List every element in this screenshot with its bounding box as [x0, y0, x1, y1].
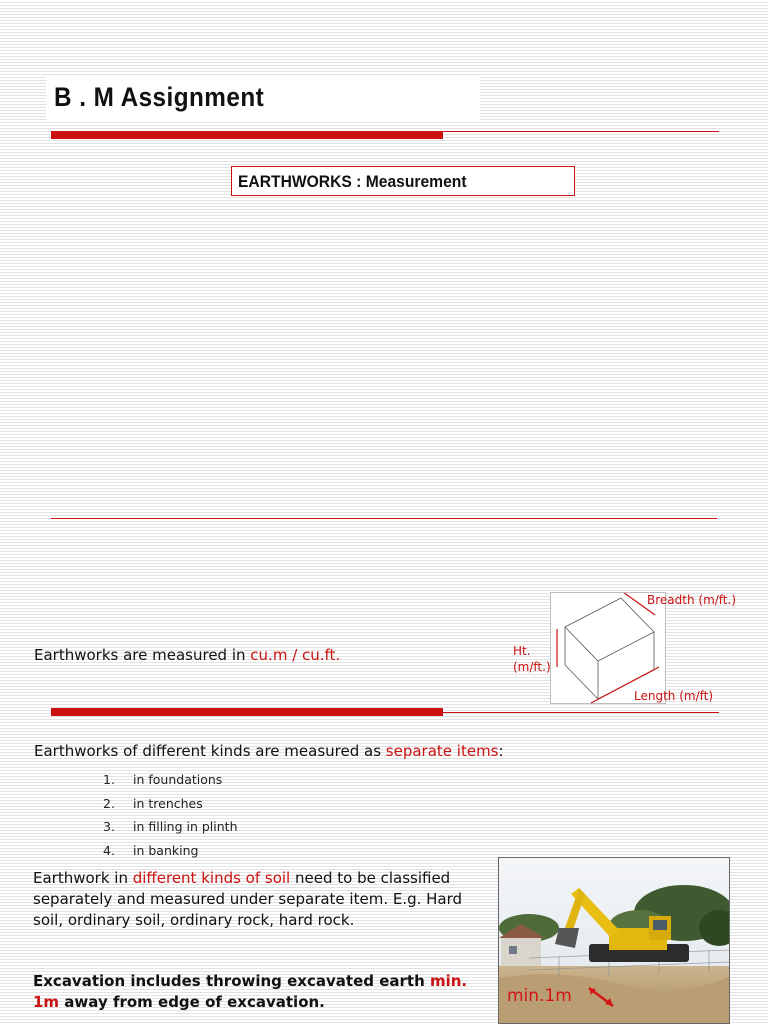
list-item-number: 3.	[103, 819, 115, 834]
measurement-unit-highlight: cu.m / cu.ft.	[250, 646, 341, 664]
soil-suffix: need to be classified separately and measured under separate item. E.g. Hard soil, ordinary soil, ordinary rock, hard rock.	[33, 869, 463, 929]
slide-separator	[51, 518, 717, 519]
section-divider-rule	[443, 712, 719, 713]
list-item-text: in foundations	[133, 772, 223, 787]
breadth-label: Breadth (m/ft.)	[647, 593, 737, 607]
excavation-text	[33, 971, 483, 1013]
height-label-line1: Ht.	[513, 644, 531, 658]
slide-subtitle: EARTHWORKS : Measurement	[238, 172, 467, 191]
excavation-prefix: Excavation includes throwing excavated earth	[33, 972, 430, 990]
separate-items-suffix: :	[498, 742, 504, 760]
slide-title: B . M Assignment	[54, 82, 265, 112]
list-item	[103, 819, 403, 843]
list-item-number: 1.	[103, 772, 115, 787]
soil-highlight: different kinds of soil	[132, 869, 291, 887]
soil-classification-text	[33, 868, 478, 931]
excavation-suffix: away from edge of excavation.	[59, 993, 325, 1011]
separate-items-prefix: Earthworks of different kinds are measured as	[34, 742, 386, 760]
length-label: Length (m/ft)	[634, 689, 714, 703]
photo-distance-label: min.1m	[507, 986, 572, 1006]
list-item-number: 2.	[103, 795, 115, 811]
excavator-photo	[498, 857, 730, 1024]
list-item-text: in trenches	[133, 795, 203, 811]
list-item	[103, 843, 403, 867]
excavation-highlight: min. 1m	[33, 972, 468, 1011]
soil-prefix: Earthwork in	[33, 869, 133, 887]
measurement-unit-prefix: Earthworks are measured in	[34, 646, 251, 664]
list-item	[103, 796, 403, 820]
list-item-text: in filling in plinth	[133, 819, 238, 834]
measurement-unit-text	[34, 645, 340, 666]
list-item-number: 4.	[103, 842, 115, 858]
title-underline-bar	[51, 131, 443, 139]
list-item	[103, 772, 403, 796]
section-divider-bar	[51, 708, 443, 716]
excavator-illustration	[499, 858, 730, 1024]
title-underline-rule	[443, 131, 719, 132]
earthwork-kinds-list	[103, 772, 403, 866]
separate-items-text	[34, 741, 504, 762]
height-label-line2: (m/ft.)	[513, 660, 551, 674]
separate-items-highlight: separate items	[385, 742, 499, 760]
cuboid-diagram	[550, 592, 666, 704]
list-item-text: in banking	[133, 842, 199, 858]
